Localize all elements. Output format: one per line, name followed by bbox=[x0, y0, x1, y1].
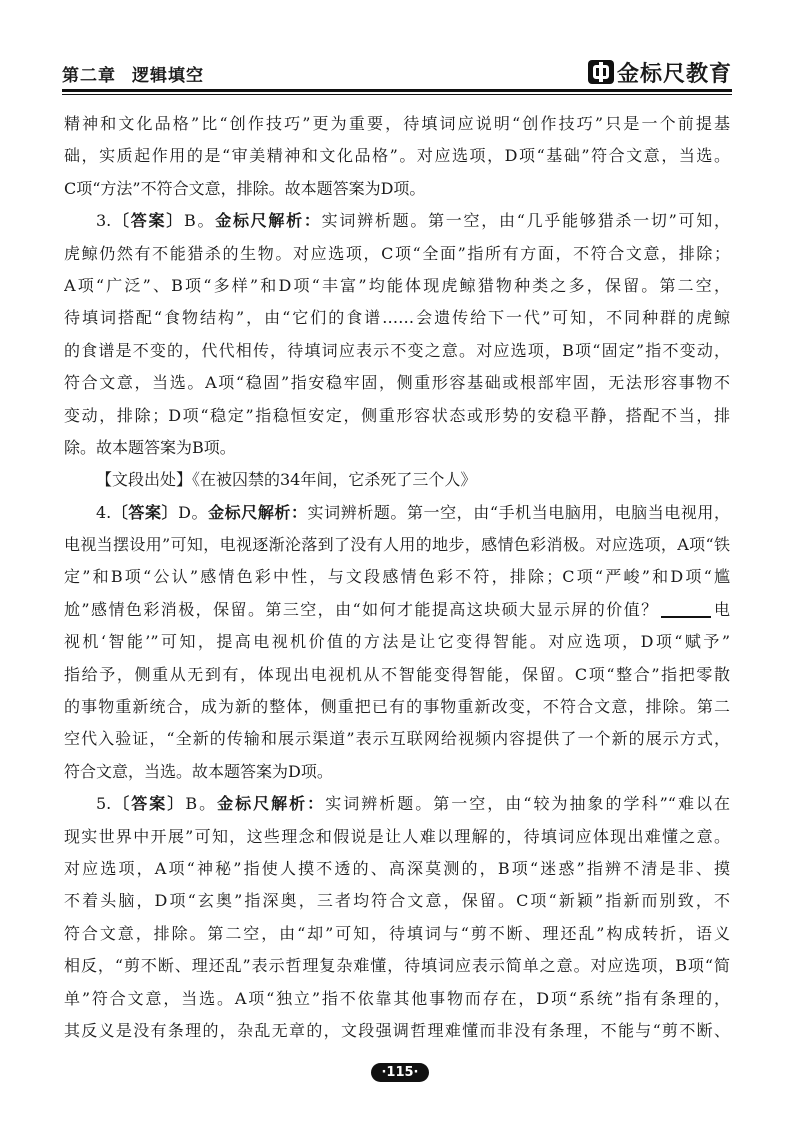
text-line: 空代入验证，“全新的传输和展示渠道”表示互联网给视频内容提供了一个新的展示方式， bbox=[64, 729, 730, 749]
answer-tag: 〔答案〕 bbox=[111, 502, 179, 522]
text-line: 的食谱是不变的，代代相传，待填词应表示不变之意。对应选项，B项“固定”指不变动， bbox=[64, 340, 730, 360]
text-line: 符合文意，当选。A项“稳固”指安稳牢固，侧重形容基础或根部牢固，无法形容事物不 bbox=[64, 373, 730, 393]
text-line: 相反，“剪不断、理还乱”表示哲理复杂难懂，待填词应表示简单之意。对应选项，B项“简 bbox=[64, 956, 730, 976]
header-rule-thin bbox=[62, 94, 732, 95]
text-line-with-blank bbox=[64, 594, 730, 626]
text-line: 精神和文化品格”比“创作技巧”更为重要，待填词应说明“创作技巧”只是一个前提基 bbox=[64, 114, 730, 133]
source-line: 【文段出处】《在被囚禁的34年间，它杀死了三个人》 bbox=[96, 470, 477, 490]
question-number: 4. bbox=[96, 502, 112, 522]
text-line: 虎鲸仍然有不能猎杀的生物。对应选项，C项“全面”指所有方面，不符合文意，排除； bbox=[64, 243, 730, 263]
text-line: C项“方法”不符合文意，排除。故本题答案为D项。 bbox=[64, 178, 426, 198]
text-line: 符合文意，当选。故本题答案为D项。 bbox=[64, 761, 333, 781]
text-line: 指给予，侧重从无到有，体现出电视机从不智能变得智能，保留。C项“整合”指把零散 bbox=[64, 664, 730, 684]
analysis-label: 金标尺解析： bbox=[215, 211, 322, 231]
text-line: 础，实质起作用的是“审美精神和文化品格”。对应选项，D项“基础”符合文意，当选。 bbox=[64, 146, 730, 166]
chapter-number: 第二章 bbox=[62, 66, 116, 86]
answer-letter: B。 bbox=[185, 794, 218, 814]
answer-tag: 〔答案〕 bbox=[111, 211, 184, 231]
analysis-label: 金标尺解析： bbox=[217, 794, 326, 814]
section-title: 逻辑填空 bbox=[132, 66, 204, 86]
text-line: 单”符合文意，当选。A项“独立”指不依靠其他事物而存在，D项“系统”指有条理的， bbox=[64, 988, 730, 1008]
analysis-text: 实词辨析题。第一空，由“手机当电脑用，电脑当电视用， bbox=[307, 502, 730, 522]
text-line: 的事物重新统合，成为新的整体，侧重把已有的事物重新改变，不符合文意，排除。第二 bbox=[64, 697, 730, 717]
text-line: 除。故本题答案为B项。 bbox=[64, 437, 236, 457]
analysis-text: 实词辨析题。第一空，由“较为抽象的学科”“难以在 bbox=[325, 794, 730, 814]
text-line: 变动，排除；D项“稳定”指稳恒安定，侧重形容状态或形势的安稳平静，搭配不当，排 bbox=[64, 405, 730, 425]
question-number: 5. bbox=[96, 794, 112, 814]
answer-letter: B。 bbox=[183, 211, 216, 231]
answer-letter: D。 bbox=[178, 502, 209, 522]
text-line: 视机‘智能’”可知，提高电视机价值的方法是让它变得智能。对应选项，D项“赋予” bbox=[64, 632, 730, 652]
chapter-heading bbox=[62, 61, 204, 86]
text-segment: 尬”感情色彩消极，保留。第三空，由“如何才能提高这块硕大显示屏的价值？ bbox=[64, 599, 659, 619]
text-line: 不着头脑，D项“玄奥”指深奥，三者均符合文意，保留。C项“新颖”指新而别致，不 bbox=[64, 891, 730, 911]
page-number-badge: ·115· bbox=[371, 1063, 428, 1082]
fill-blank bbox=[661, 602, 711, 618]
text-line: A项“广泛”、B项“多样”和D项“丰富”均能体现虎鲸猎物种类之多，保留。第二空， bbox=[64, 275, 730, 295]
text-line: 对应选项，A项“神秘”指使人摸不透的、高深莫测的，B项“迷惑”指辨不清是非、摸 bbox=[64, 858, 730, 878]
analysis-label: 金标尺解析： bbox=[208, 502, 308, 522]
brand-name: 金标尺教育 bbox=[616, 61, 732, 87]
answer-line-q4 bbox=[64, 497, 730, 529]
answer-line-q5 bbox=[64, 788, 730, 820]
text-segment: 电 bbox=[712, 599, 730, 619]
text-line: 符合文意，排除。第二空，由“却”可知，待填词与“剪不断、理还乱”构成转折，语义 bbox=[64, 923, 730, 943]
question-number: 3. bbox=[96, 211, 112, 231]
header-rule-thick bbox=[62, 89, 732, 92]
text-line: 现实世界中开展”可知，这些理念和假说是让人难以理解的，待填词应体现出难懂之意。 bbox=[64, 826, 730, 846]
page-header bbox=[62, 58, 732, 88]
text-line: 待填词搭配“食物结构”，由“它们的食谱……会遗传给下一代”可知，不同种群的虎鲸 bbox=[64, 308, 730, 328]
brand-logo bbox=[588, 58, 732, 86]
text-line: 电视当摆设用”可知，电视逐渐沦落到了没有人用的地步，感情色彩消极。对应选项，A项“铁 bbox=[64, 535, 730, 555]
brand-logo-icon bbox=[588, 60, 614, 84]
page-content bbox=[64, 108, 730, 1047]
text-line: 其反义是没有条理的，杂乱无章的，文段强调哲理难懂而非没有条理，不能与“剪不断、 bbox=[64, 1020, 730, 1040]
answer-tag: 〔答案〕 bbox=[111, 794, 186, 814]
page-number bbox=[0, 1061, 800, 1082]
answer-line-q3 bbox=[64, 205, 730, 237]
text-line: 定”和B项“公认”感情色彩中性，与文段感情色彩不符，排除；C项“严峻”和D项“尴 bbox=[64, 567, 730, 587]
analysis-text: 实词辨析题。第一空，由“几乎能够猎杀一切”可知， bbox=[321, 211, 730, 231]
